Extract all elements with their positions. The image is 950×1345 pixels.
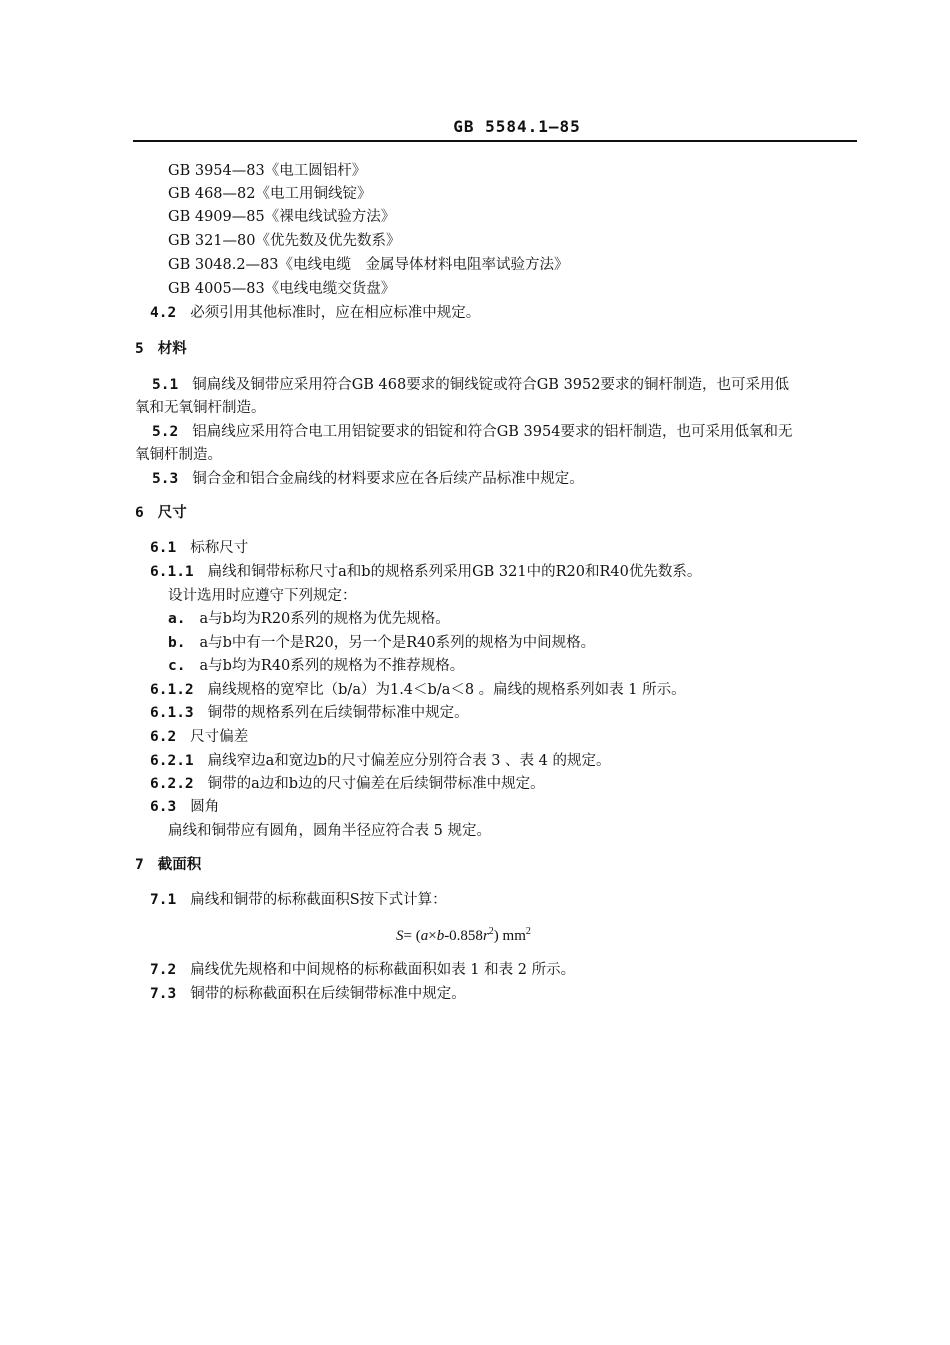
clause-text: 铜合金和铝合金扁线的材料要求应在各后续产品标准中规定。 (192, 471, 584, 487)
clause-6-1-3 (150, 704, 469, 722)
section-7-heading (135, 856, 201, 874)
section-number: 7 (135, 857, 144, 873)
formula-unit: ) mm (493, 928, 526, 944)
item-marker: c. (168, 658, 186, 674)
formula-part: × (428, 928, 437, 944)
clause-text: 铜扁线及铜带应采用符合GB 468要求的铜线锭或符合GB 3952要求的铜杆制造，也可采用低 (192, 377, 789, 393)
clause-text: 必须引用其他标准时，应在相应标准中规定。 (190, 305, 481, 321)
clause-5-2-continuation: 氧铜杆制造。 (135, 447, 222, 463)
clause-6-1-2 (150, 681, 686, 699)
section-title: 材料 (157, 340, 187, 357)
formula-exponent: 2 (488, 926, 494, 937)
clause-text: 标称尺寸 (190, 540, 249, 556)
clause-number: 5.2 (152, 424, 179, 440)
clause-6-3 (150, 798, 219, 816)
item-marker: a. (168, 611, 186, 627)
reference-item: GB 321—80《优先数及优先数系》 (168, 233, 401, 249)
clause-6-1-1 (150, 563, 701, 581)
clause-4-2 (150, 304, 480, 322)
clause-5-1-continuation: 氧和无氧铜杆制造。 (135, 400, 266, 416)
item-text: a与b均为R40系列的规格为不推荐规格。 (199, 658, 465, 674)
clause-7-2 (150, 961, 575, 979)
clause-number: 7.3 (150, 986, 177, 1002)
clause-6-2-2 (150, 775, 545, 793)
formula-var-a: a (420, 928, 429, 944)
clause-5-2 (152, 423, 792, 441)
clause-text: 铜带的规格系列在后续铜带标准中规定。 (207, 705, 469, 721)
item-text: a与b中有一个是R20，另一个是R40系列的规格为中间规格。 (199, 635, 596, 651)
clause-text: 扁线优先规格和中间规格的标称截面积如表 1 和表 2 所示。 (190, 962, 576, 978)
formula-lhs: S (396, 928, 404, 944)
item-text: a与b均为R20系列的规格为优先规格。 (199, 611, 450, 627)
section-title: 尺寸 (157, 504, 187, 521)
clause-5-3 (152, 470, 584, 488)
clause-number: 6.1.1 (150, 564, 194, 580)
clause-6-2-1 (150, 752, 610, 770)
section-6-heading (135, 504, 187, 522)
clause-text: 扁线和铜带标称尺寸a和b的规格系列采用GB 321中的R20和R40优先数系。 (207, 564, 702, 580)
list-item-b (168, 634, 595, 652)
clause-number: 7.2 (150, 962, 177, 978)
clause-text: 圆角 (190, 799, 220, 815)
clause-text: 扁线和铜带的标称截面积S按下式计算： (190, 892, 447, 908)
clause-number: 6.2 (150, 729, 177, 745)
clause-text: 扁线规格的宽窄比（b/a）为1.4＜b/a＜8 。扁线的规格系列如表 1 所示。 (207, 682, 686, 698)
reference-item: GB 3048.2—83《电线电缆 金属导体材料电阻率试验方法》 (168, 257, 569, 273)
clause-number: 5.1 (152, 377, 179, 393)
clause-number: 6.1 (150, 540, 177, 556)
header-rule (133, 140, 857, 142)
formula-var-b: b (436, 928, 445, 944)
section-title: 截面积 (157, 856, 202, 873)
clause-number: 5.3 (152, 471, 179, 487)
clause-6-1-1-continuation: 设计选用时应遵守下列规定： (168, 588, 357, 604)
item-marker: b. (168, 635, 186, 651)
clause-text: 铜带的a边和b边的尺寸偏差在后续铜带标准中规定。 (207, 776, 545, 792)
document-code-header: GB 5584.1—85 (453, 117, 581, 136)
clause-number: 6.1.3 (150, 705, 194, 721)
clause-6-3-continuation: 扁线和铜带应有圆角，圆角半径应符合表 5 规定。 (168, 823, 491, 839)
clause-text: 铝扁线应采用符合电工用铝锭要求的铝锭和符合GB 3954要求的铝杆制造，也可采用低氧和无 (192, 424, 793, 440)
formula-unit-exponent: 2 (525, 926, 531, 937)
formula-var-r: r (482, 928, 489, 944)
reference-item: GB 468—82《电工用铜线锭》 (168, 186, 372, 202)
section-5-heading (135, 340, 187, 358)
section-number: 6 (135, 505, 144, 521)
clause-number: 6.2.2 (150, 776, 194, 792)
clause-number: 6.3 (150, 799, 177, 815)
section-number: 5 (135, 341, 144, 357)
clause-number: 6.2.1 (150, 753, 194, 769)
clause-number: 4.2 (150, 305, 177, 321)
formula-part: = ( (403, 928, 421, 944)
reference-item: GB 4005—83《电线电缆交货盘》 (168, 281, 396, 297)
list-item-a (168, 610, 450, 628)
formula-part: -0.858 (444, 928, 483, 944)
clause-6-2 (150, 728, 248, 746)
clause-text: 尺寸偏差 (190, 729, 249, 745)
clause-number: 7.1 (150, 892, 177, 908)
clause-5-1 (152, 376, 789, 394)
reference-item: GB 3954—83《电工圆铝杆》 (168, 163, 367, 179)
list-item-c (168, 657, 464, 675)
clause-6-1 (150, 539, 248, 557)
clause-number: 6.1.2 (150, 682, 194, 698)
clause-text: 铜带的标称截面积在后续铜带标准中规定。 (190, 986, 466, 1002)
clause-text: 扁线窄边a和宽边b的尺寸偏差应分别符合表 3 、表 4 的规定。 (207, 753, 611, 769)
clause-7-3 (150, 985, 466, 1003)
area-formula (396, 926, 531, 945)
reference-item: GB 4909—85《裸电线试验方法》 (168, 209, 396, 225)
clause-7-1 (150, 891, 447, 909)
